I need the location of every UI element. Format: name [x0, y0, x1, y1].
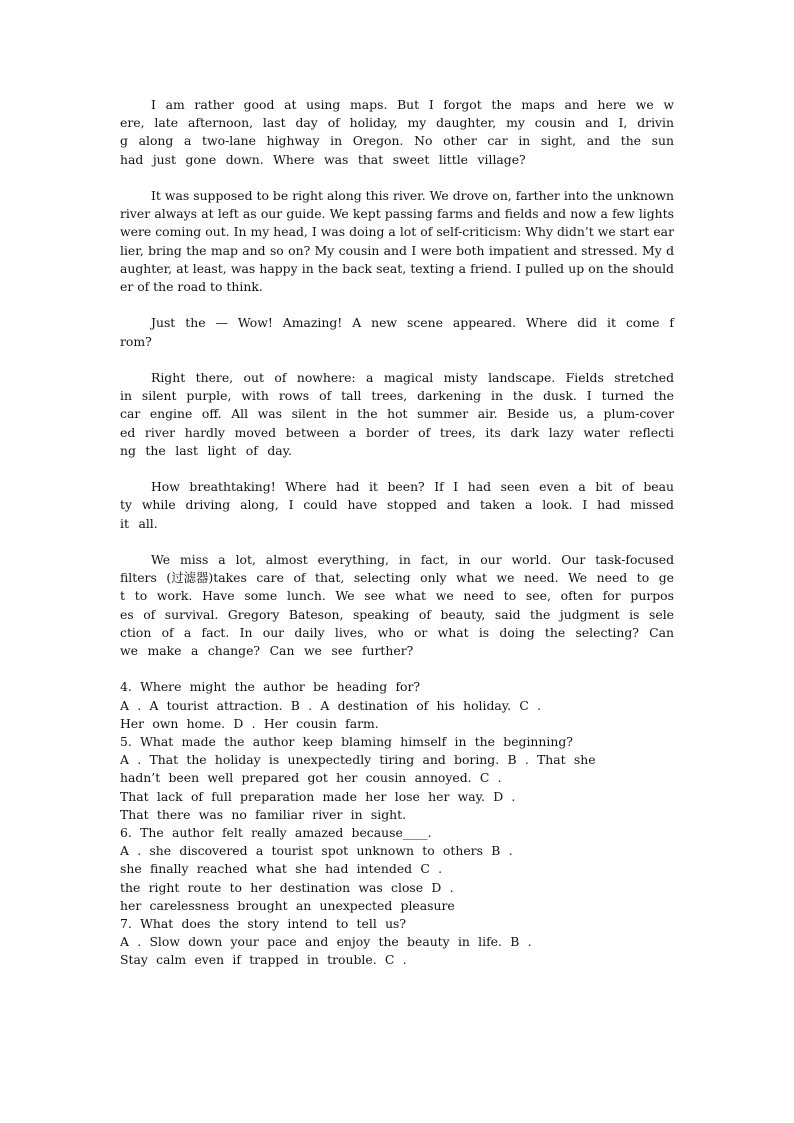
- question-4: 4. Where might the author be heading for?: [120, 679, 421, 695]
- question-6-options: she finally reached what she had intended C .: [120, 861, 443, 877]
- question-5-options: That there was no familiar river in sight.: [120, 806, 407, 822]
- passage-paragraph-1: I am rather good at using maps. But I forgot the maps and here we were, late afternoon, last day of holiday, my daughter, my cousin and I, driving along a two-lane highway in Oregon. No other car in sight, and the sun had just gone down. Where was that sweet little village?: [120, 97, 674, 167]
- question-4-options: Her own home. D . Her cousin farm.: [120, 715, 379, 731]
- passage-paragraph-2: It was supposed to be right along this river. We drove on, farther into the unknown river always at left as our guide. We kept passing farms and fields and now a few lights were coming out. In my head, I was doing a lot of self-criticism: Why didn’t we start earlier, bring the map and so on? My cousin and I were both impatient and stressed. My daughter, at least, was happy in the back seat, texting a friend. I pulled up on the shoulder of the road to think.: [120, 188, 674, 295]
- question-5-options: hadn’t been well prepared got her cousin annoyed. C .: [120, 770, 502, 786]
- document-page: [120, 96, 674, 970]
- question-5-options: That lack of full preparation made her lose her way. D .: [120, 788, 516, 804]
- question-4-options: A . A tourist attraction. B . A destination of his holiday. C .: [120, 697, 542, 713]
- question-5-options: A . That the holiday is unexpectedly tiring and boring. B . That she: [120, 752, 596, 768]
- passage-paragraph-3: Just the — Wow! Amazing! A new scene appeared. Where did it come from?: [120, 315, 674, 349]
- passage-paragraph-6: We miss a lot, almost everything, in fact, in our world. Our task-focused filters (过滤器)takes care of that, selecting only what we need. We need to get to work. Have some lunch. We see what we need to see, often for purposes of survival. Gregory Bateson, speaking of beauty, said the judgment is selection of a fact. In our daily lives, who or what is doing the selecting? Can we make a change? Can we see further?: [120, 552, 674, 659]
- question-7: 7. What does the story intend to tell us?: [120, 916, 407, 932]
- question-6-options: A . she discovered a tourist spot unknown to others B .: [120, 843, 513, 859]
- question-6: 6. The author felt really amazed because____.: [120, 825, 432, 841]
- question-6-options: the right route to her destination was close D .: [120, 879, 454, 895]
- question-6-options: her carelessness brought an unexpected pleasure: [120, 897, 455, 913]
- question-7-options: A . Slow down your pace and enjoy the beauty in life. B .: [120, 934, 532, 950]
- passage-paragraph-5: How breathtaking! Where had it been? If I had seen even a bit of beauty while driving along, I could have stopped and taken a look. I had missed it all.: [120, 479, 674, 531]
- passage-paragraph-4: Right there, out of nowhere: a magical misty landscape. Fields stretched in silent purple, with rows of tall trees, darkening in the dusk. I turned the car engine off. All was silent in the hot summer air. Beside us, a plum-covered river hardly moved between a border of trees, its dark lazy water reflecting the last light of day.: [120, 370, 674, 458]
- question-7-options: Stay calm even if trapped in trouble. C .: [120, 952, 407, 968]
- questions-section: [120, 678, 674, 969]
- question-5: 5. What made the author keep blaming himself in the beginning?: [120, 734, 573, 750]
